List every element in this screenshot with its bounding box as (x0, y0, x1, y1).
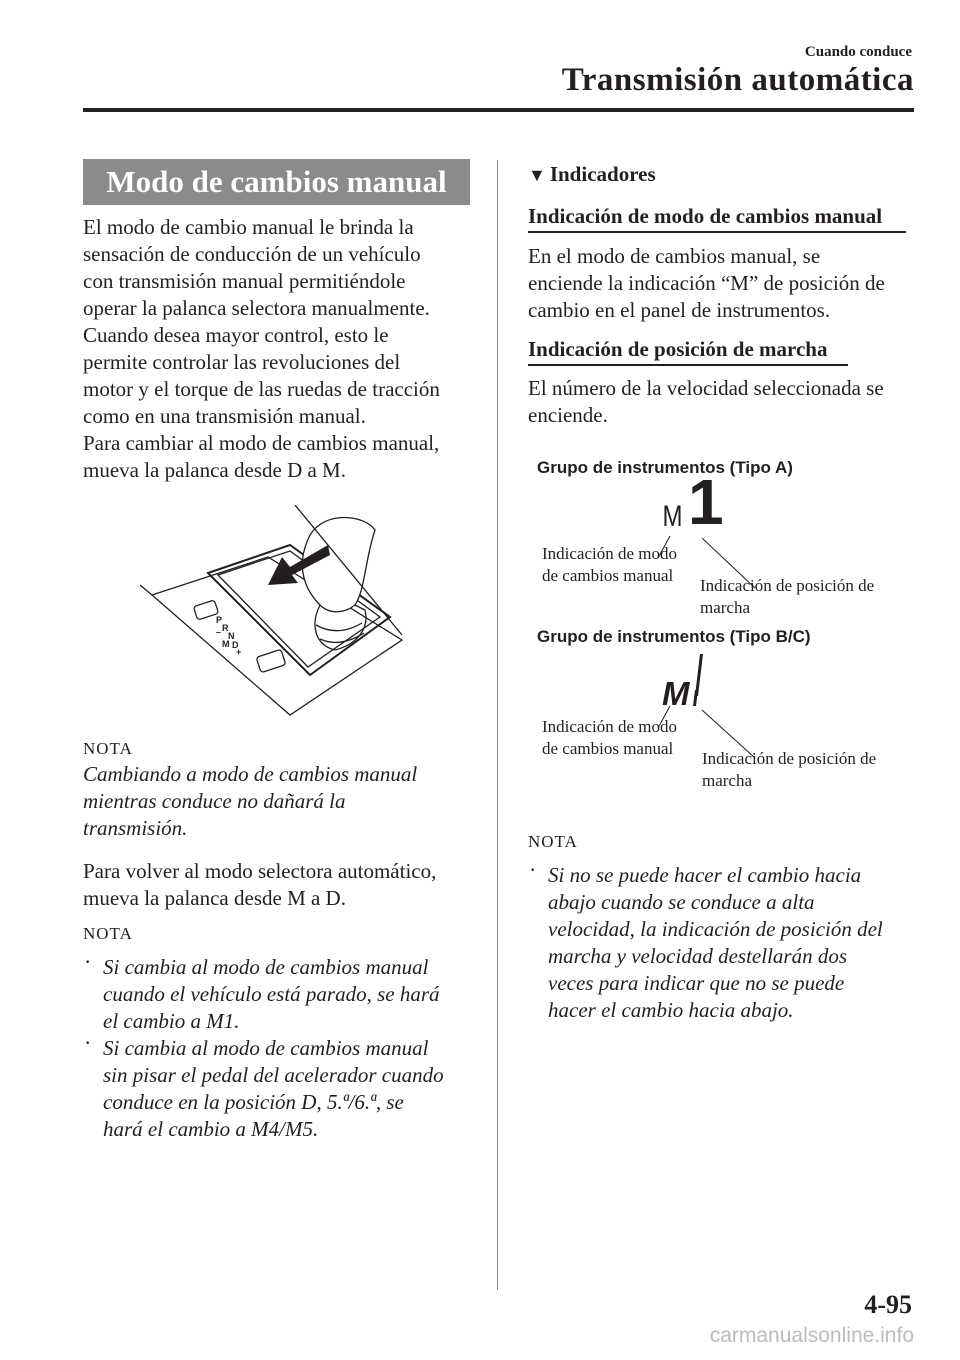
shift-lever-figure (140, 505, 415, 720)
sub1-paragraph: En el modo de cambios manual, se enciende la indicación “M” de posición de cambio en el panel de instrumentos. (528, 244, 885, 322)
nota-3-heading: NOTA (528, 832, 578, 851)
nota-1: NOTA Cambiando a modo de cambios manual mientras conduce no dañará la transmisión. (83, 739, 483, 842)
nota-2 (83, 924, 493, 1143)
figure-a-m-glyph: M (662, 500, 683, 533)
nota-1-heading: NOTA (83, 739, 133, 758)
figure-a-gear-label: Indicación de posición de marcha (700, 576, 875, 617)
section-title: Modo de cambios manual (83, 159, 470, 205)
nota-2-bullet-1: · Si cambia al modo de cambios manual cuando el vehículo está parado, se hará el cambio a M1. (83, 954, 493, 1035)
nota-2-heading: NOTA (83, 924, 133, 943)
shift-letter-d: D (232, 640, 239, 650)
page-number: 4-95 (864, 1290, 912, 1319)
figure-b-mode-label: Indicación de modo de cambios manual (542, 717, 678, 758)
shift-letter-plus: + (236, 647, 242, 657)
figure-b-gear-label: Indicación de posición de marcha (702, 749, 877, 790)
shift-letter-r: R (222, 623, 229, 633)
figure-a-title: Grupo de instrumentos (Tipo A) (537, 458, 793, 477)
figure-b-title: Grupo de instrumentos (Tipo B/C) (537, 627, 811, 646)
intro-paragraph: El modo de cambio manual le brinda la sensación de conducción de un vehículo con transmisión manual permitiéndole operar la palanca selectora manualmente. Cuando desea mayor control, esto le permite controlar las revoluciones del motor y el torque de las ruedas de tracción como en una transmisión manual. Para cambiar al modo de cambios manual, mueva la palanca desde D a M. (83, 215, 440, 482)
shift-letter-m: M (222, 639, 230, 649)
figure-a-mode-label: Indicación de modo de cambios manual (542, 544, 678, 585)
watermark: carmanualsonline.info (709, 1324, 914, 1347)
header-section: Cuando conduce (804, 44, 912, 60)
nota-2-bullet-2: · Si cambia al modo de cambios manual sin pisar el pedal del acelerador cuando conduce en la posición D, 5.ª/6.ª, se hará el cambio a M4/M5. (83, 1035, 493, 1143)
header-rule (83, 108, 914, 112)
shift-letter-p: P (216, 615, 223, 625)
header-chapter: Transmisión automática (561, 62, 914, 98)
nota-3-bullet: · Si no se puede hacer el cambio hacia abajo cuando se conduce a alta velocidad, la indicación de posición del marcha y velocidad destellarán dos veces para indicar que no se puede hacer el cambio hacia abajo. (528, 862, 918, 1024)
shift-letter-n: N (228, 631, 235, 641)
nota-3 (528, 832, 918, 1024)
shift-letter-minus: – (216, 627, 222, 637)
figure-b-m-glyph: M (662, 675, 690, 712)
sub1-heading: Indicación de modo de cambios manual (528, 204, 908, 233)
column-divider (497, 160, 498, 1290)
return-paragraph: Para volver al modo selectora automático, mueva la palanca desde M a D. (83, 859, 437, 910)
triangle-down-icon: ▼ (528, 165, 546, 185)
indicadores-heading: ▼ Indicadores (528, 162, 656, 186)
sub2-paragraph: El número de la velocidad seleccionada se enciende. (528, 376, 884, 427)
figure-a-gear-glyph: 1 (688, 466, 724, 538)
sub2-heading: Indicación de posición de marcha (528, 337, 858, 366)
